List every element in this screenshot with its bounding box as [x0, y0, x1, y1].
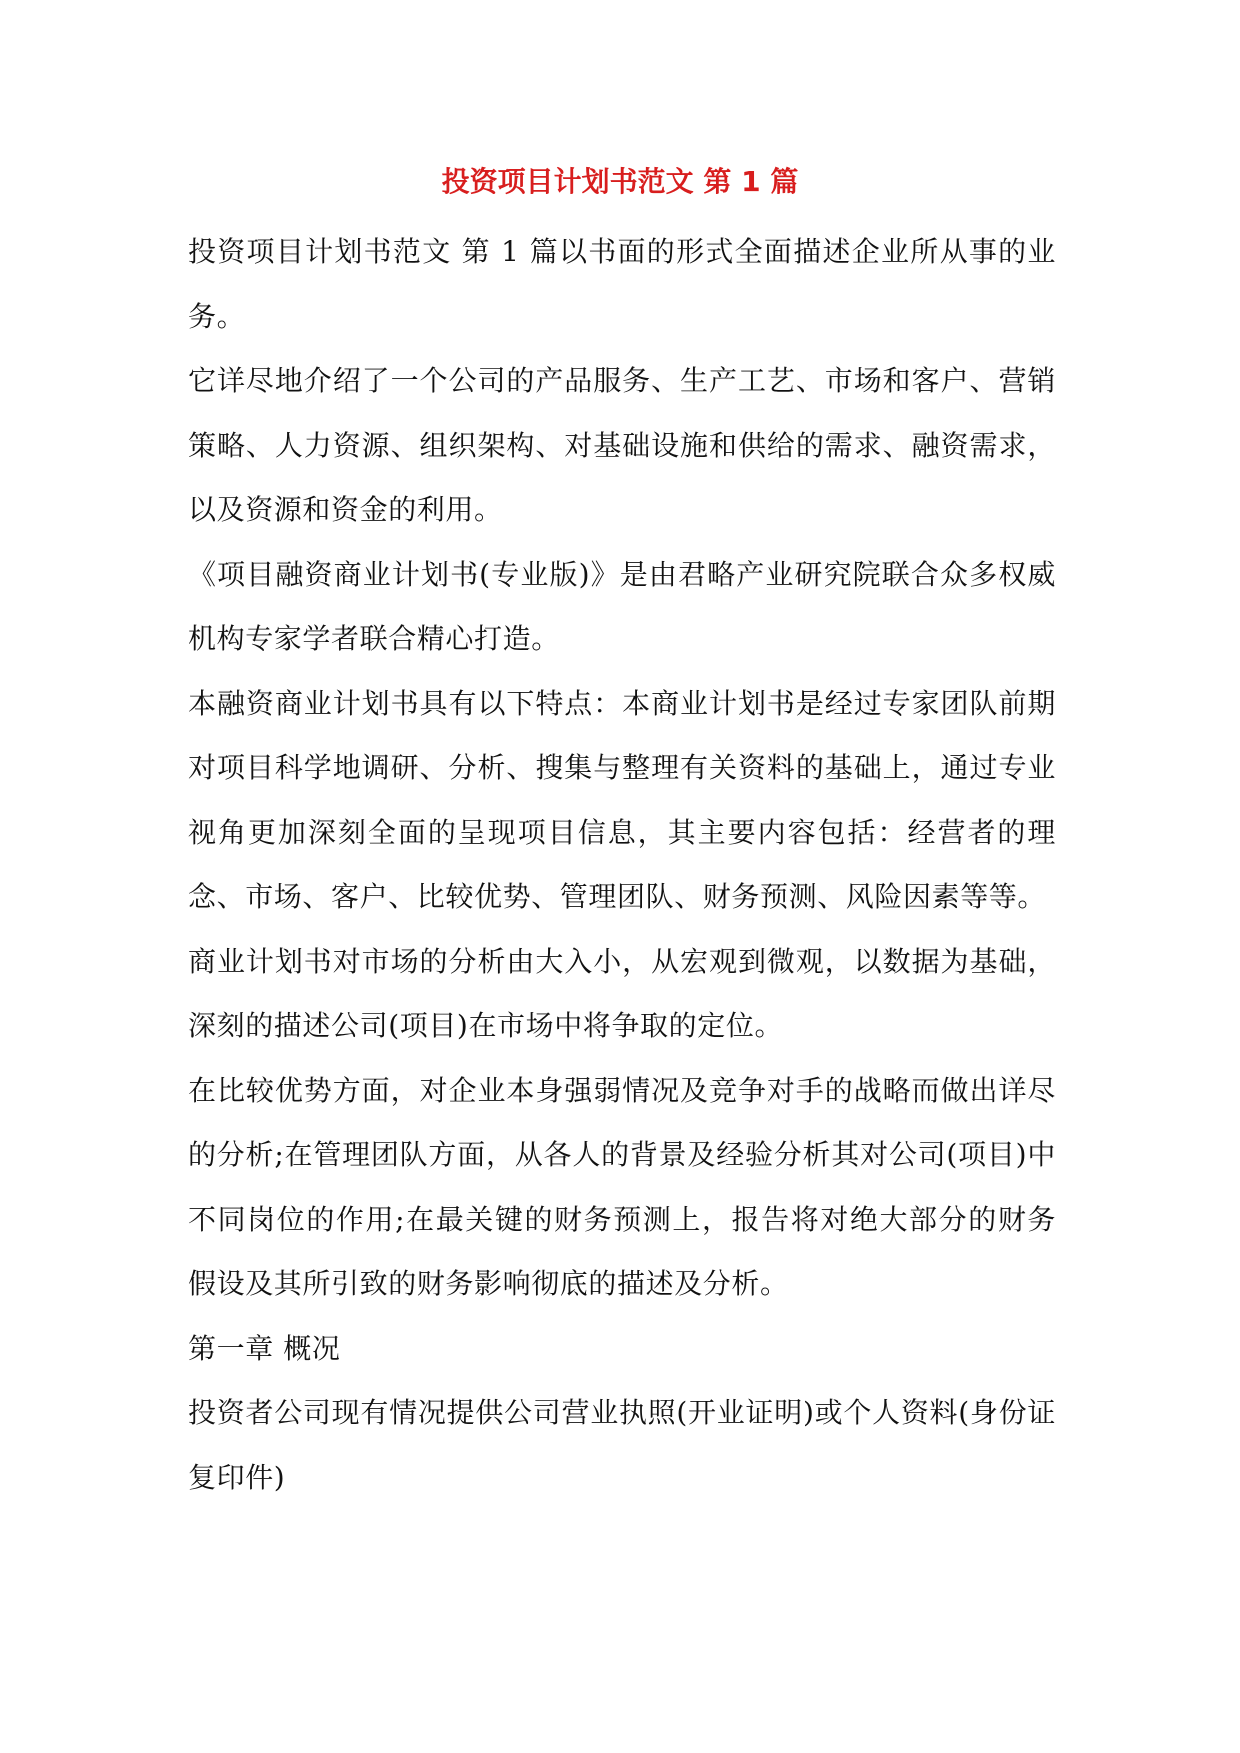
paragraph-advantages: 在比较优势方面，对企业本身强弱情况及竞争对手的战略而做出详尽的分析;在管理团队方面，从各人的背景及经验分析其对公司(项目)中不同岗位的作用;在最关键的财务预测上，报告将对绝大部分的财务假设及其所引致的财务影响彻底的描述及分析。 — [188, 1073, 1056, 1300]
paragraph-overview: 它详尽地介绍了一个公司的产品服务、生产工艺、市场和客户、营销策略、人力资源、组织架构、对基础设施和供给的需求、融资需求，以及资源和资金的利用。 — [188, 364, 1056, 526]
paragraph-features: 本融资商业计划书具有以下特点：本商业计划书是经过专家团队前期对项目科学地调研、分析、搜集与整理有关资料的基础上，通过专业视角更加深刻全面的呈现项目信息，其主要内容包括：经营者的理念、市场、客户、比较优势、管理团队、财务预测、风险因素等等。 — [188, 686, 1056, 913]
document-body — [188, 220, 1056, 1510]
paragraph-source: 《项目融资商业计划书(专业版)》是由君略产业研究院联合众多权威机构专家学者联合精心打造。 — [188, 557, 1056, 655]
chapter-heading: 第一章 概况 — [188, 1331, 341, 1365]
document-title: 投资项目计划书范文 第 1 篇 — [441, 165, 799, 198]
paragraph-investor-info: 投资者公司现有情况提供公司营业执照(开业证明)或个人资料(身份证复印件) — [188, 1396, 1056, 1494]
paragraph-intro: 投资项目计划书范文 第 1 篇以书面的形式全面描述企业所从事的业务。 — [188, 235, 1056, 333]
paragraph-market-analysis: 商业计划书对市场的分析由大入小，从宏观到微观，以数据为基础，深刻的描述公司(项目)在市场中将争取的定位。 — [188, 944, 1056, 1042]
